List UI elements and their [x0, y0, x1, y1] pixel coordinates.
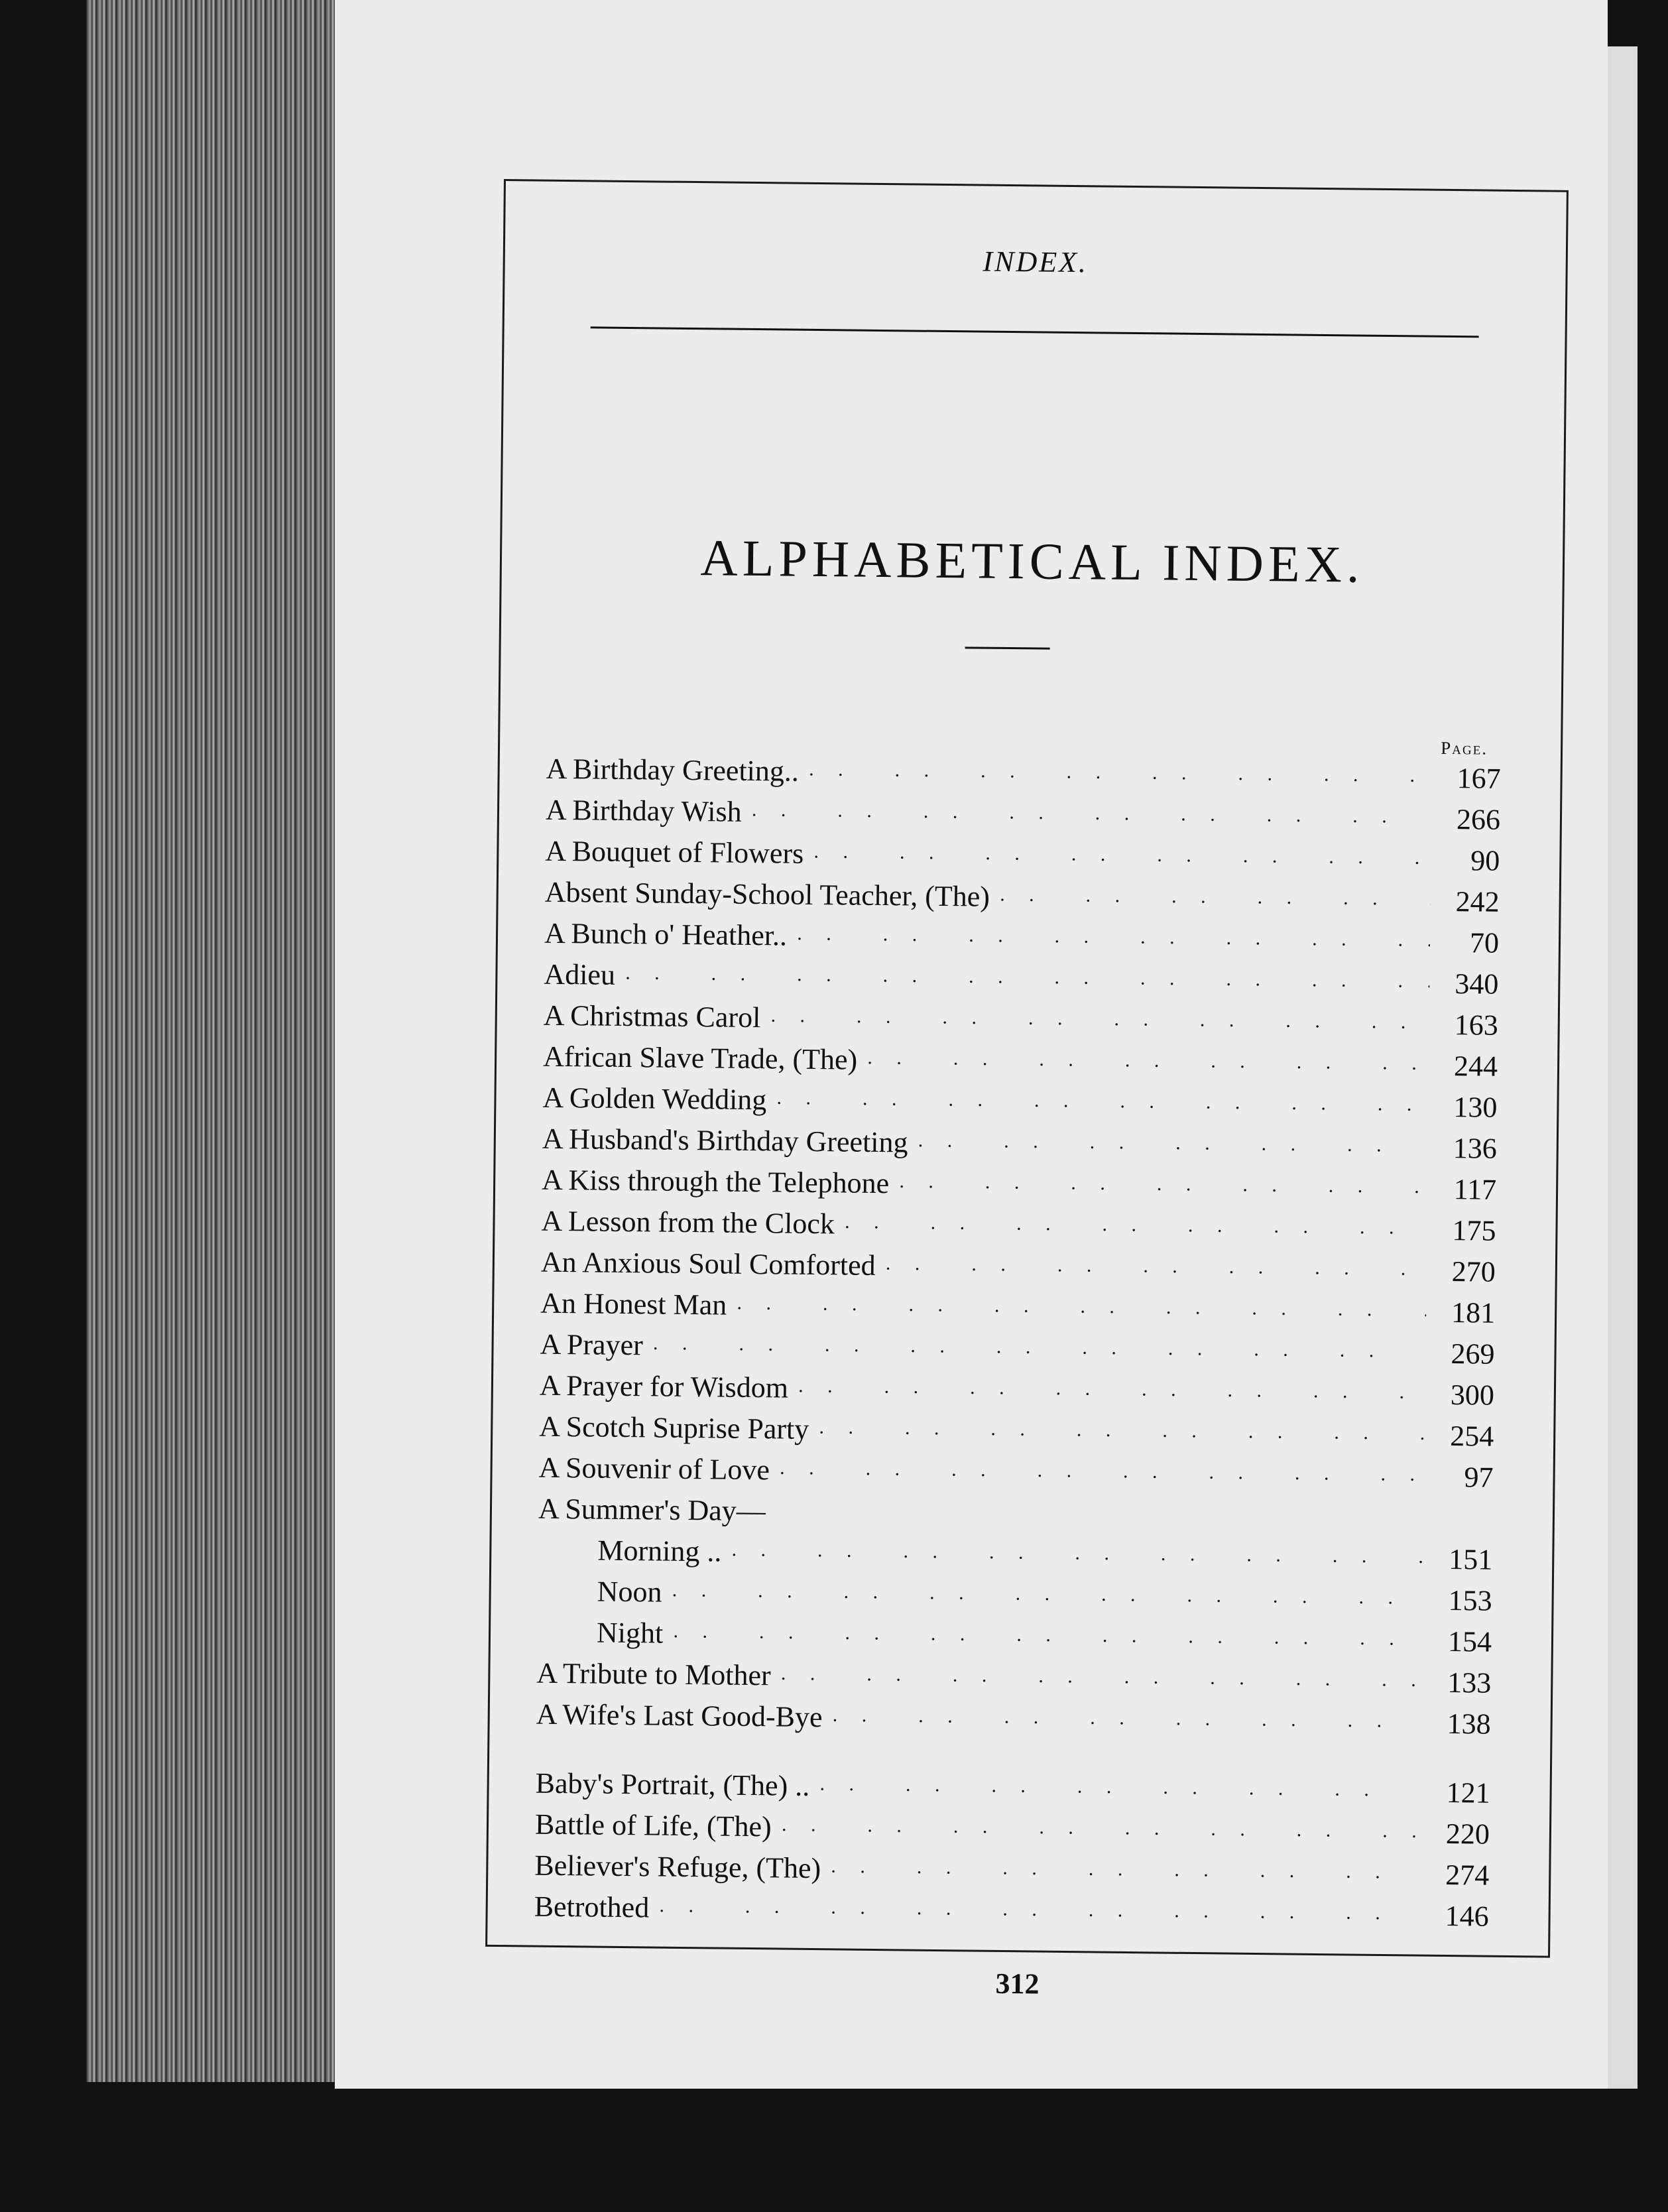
entry-page: 274 [1445, 1859, 1490, 1892]
entry-page: 136 [1453, 1132, 1498, 1165]
entry-page: 266 [1456, 803, 1501, 836]
entry-title: A Prayer for Wisdom [539, 1369, 789, 1404]
entry-page: 138 [1447, 1707, 1491, 1741]
entry-title: A Lesson from the Clock [541, 1204, 835, 1241]
entry-page: 90 [1470, 844, 1500, 877]
page-number: 312 [995, 1967, 1040, 2000]
dot-leader [999, 889, 1431, 916]
entry-page: 121 [1446, 1776, 1490, 1810]
entry-title: An Anxious Soul Comforted [540, 1245, 876, 1282]
entry-page: 163 [1454, 1009, 1498, 1042]
entry-title: A Bunch o' Heather.. [544, 916, 788, 952]
dot-leader [750, 804, 1431, 834]
dot-leader [831, 1709, 1421, 1738]
entry-page: 97 [1464, 1461, 1494, 1494]
dot-leader [658, 1900, 1420, 1931]
dot-leader [776, 1092, 1428, 1121]
dot-leader [779, 1462, 1425, 1491]
entry-title: A Souvenir of Love [538, 1451, 770, 1487]
entry-title: An Honest Man [540, 1286, 727, 1321]
index-entries [534, 752, 1501, 1941]
facing-page-strip [1608, 46, 1638, 2089]
dot-leader [830, 1861, 1420, 1889]
dot-leader [625, 967, 1430, 999]
entry-title: A Birthday Greeting.. [546, 752, 800, 788]
entry-title: A Golden Wedding [542, 1081, 767, 1117]
dot-leader [819, 1778, 1421, 1808]
entry-page: 167 [1457, 762, 1501, 795]
entry-page: 340 [1455, 967, 1499, 1001]
entry-title: Night [596, 1616, 664, 1650]
entry-title: Betrothed [534, 1890, 650, 1924]
entry-page: 300 [1450, 1379, 1495, 1412]
entry-title: A Prayer [540, 1327, 644, 1362]
entry-title: A Husband's Birthday Greeting [542, 1122, 908, 1159]
entry-page: 270 [1451, 1255, 1496, 1288]
entry-title: A Summer's Day— [538, 1492, 766, 1528]
entry-title: Morning .. [597, 1534, 722, 1568]
dot-leader [770, 1010, 1429, 1039]
entry-title: A Bouquet of Flowers [545, 834, 804, 870]
entry-page: 146 [1445, 1900, 1489, 1933]
entry-page: 151 [1449, 1543, 1493, 1576]
dot-leader [731, 1544, 1423, 1574]
dot-leader [672, 1626, 1423, 1656]
dot-leader [736, 1298, 1426, 1327]
dot-leader [808, 764, 1432, 793]
dot-leader [866, 1052, 1429, 1081]
title-rule [965, 646, 1050, 649]
entry-title: Baby's Portrait, (The) .. [535, 1766, 810, 1802]
dot-leader [652, 1337, 1426, 1368]
dot-leader [780, 1668, 1422, 1697]
entry-title: A Christmas Carol [543, 999, 761, 1034]
entry-title: A Kiss through the Telephone [541, 1163, 890, 1200]
entry-title: Believer's Refuge, (The) [534, 1849, 821, 1885]
dot-leader [844, 1216, 1427, 1245]
entry-title: African Slave Trade, (The) [542, 1040, 858, 1076]
book-page-edges [86, 0, 338, 2082]
dot-leader [796, 928, 1430, 957]
entry-page: 153 [1448, 1584, 1492, 1617]
entry-title: Absent Sunday-School Teacher, (The) [544, 875, 990, 913]
entry-page: 220 [1445, 1817, 1490, 1851]
dot-leader [884, 1258, 1427, 1286]
entry-title: A Birthday Wish [545, 793, 742, 828]
entry-page: 117 [1453, 1173, 1497, 1206]
entry-title: Adieu [544, 957, 616, 991]
page-column-label: Page. [1441, 737, 1488, 759]
entry-title: A Tribute to Mother [536, 1656, 771, 1692]
header-rule [591, 326, 1479, 338]
entry-page: 242 [1455, 885, 1500, 918]
entry-title: A Scotch Suprise Party [539, 1410, 809, 1445]
dot-leader [780, 1819, 1421, 1849]
running-head: INDEX. [983, 245, 1089, 279]
dot-leader [813, 846, 1431, 875]
entry-page: 175 [1452, 1214, 1496, 1247]
entry-title: A Wife's Last Good-Bye [536, 1697, 823, 1734]
dot-leader [898, 1176, 1427, 1203]
entry-page: 130 [1453, 1091, 1498, 1124]
dot-leader [671, 1585, 1423, 1615]
entry-page: 154 [1447, 1625, 1492, 1658]
dot-leader [818, 1422, 1425, 1451]
page-title: ALPHABETICAL INDEX. [700, 528, 1364, 593]
entry-page: 70 [1469, 926, 1500, 959]
entry-page: 254 [1449, 1420, 1494, 1453]
entry-page: 244 [1453, 1050, 1498, 1083]
dot-leader [917, 1135, 1428, 1163]
dot-leader [798, 1381, 1425, 1410]
entry-page: 181 [1451, 1296, 1496, 1329]
entry-page: 133 [1447, 1666, 1492, 1699]
entry-title: Battle of Life, (The) [534, 1808, 772, 1843]
entry-title: Noon [597, 1575, 662, 1609]
entry-page: 269 [1451, 1337, 1495, 1371]
dot-leader [775, 1520, 1424, 1527]
page-frame [485, 179, 1569, 2000]
